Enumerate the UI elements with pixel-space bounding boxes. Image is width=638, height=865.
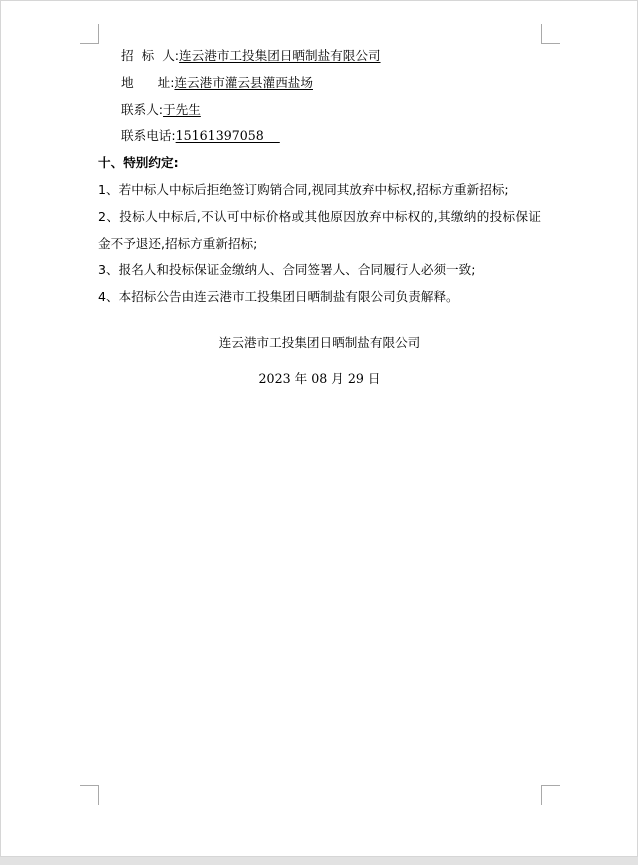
special-provisions-heading: 十、特别约定: xyxy=(98,155,179,171)
address-line xyxy=(98,70,541,97)
tenderer-line xyxy=(98,43,541,70)
clause-2: 2、投标人中标后,不认可中标价格或其他原因放弃中标权的,其缴纳的投标保证金不予退还,招标方重新招标; xyxy=(98,208,541,251)
phone-line xyxy=(98,123,541,150)
signature-date: 2023 年 08 月 29 日 xyxy=(258,371,381,386)
text-boundary-mark-bottom-right xyxy=(541,785,560,805)
text-boundary-mark-top-right xyxy=(541,24,560,44)
contact-person-label: 联系人: xyxy=(121,101,164,117)
phone-value: 15161397058 xyxy=(175,128,280,144)
phone-label: 联系电话: xyxy=(121,128,176,144)
contact-person-line xyxy=(98,97,541,124)
address-value: 连云港市灌云县灌西盐场 xyxy=(174,74,313,90)
clause-1: 1、若中标人中标后拒绝签订购销合同,视同其放弃中标权,招标方重新招标; xyxy=(98,181,509,197)
address-label: 地 址: xyxy=(121,74,175,90)
signature-company: 连云港市工投集团日晒制盐有限公司 xyxy=(218,335,421,350)
contact-person-value: 于先生 xyxy=(163,101,201,117)
clause-4: 4、本招标公告由连云港市工投集团日晒制盐有限公司负责解释。 xyxy=(98,289,459,305)
tenderer-value: 连云港市工投集团日晒制盐有限公司 xyxy=(179,48,381,63)
tenderer-label: 招 标 人: xyxy=(121,48,180,63)
clause-3: 3、报名人和投标保证金缴纳人、合同签署人、合同履行人必须一致; xyxy=(98,262,476,278)
text-boundary-mark-top-left xyxy=(80,24,99,44)
document-body xyxy=(98,43,541,311)
text-boundary-mark-bottom-left xyxy=(80,785,99,805)
